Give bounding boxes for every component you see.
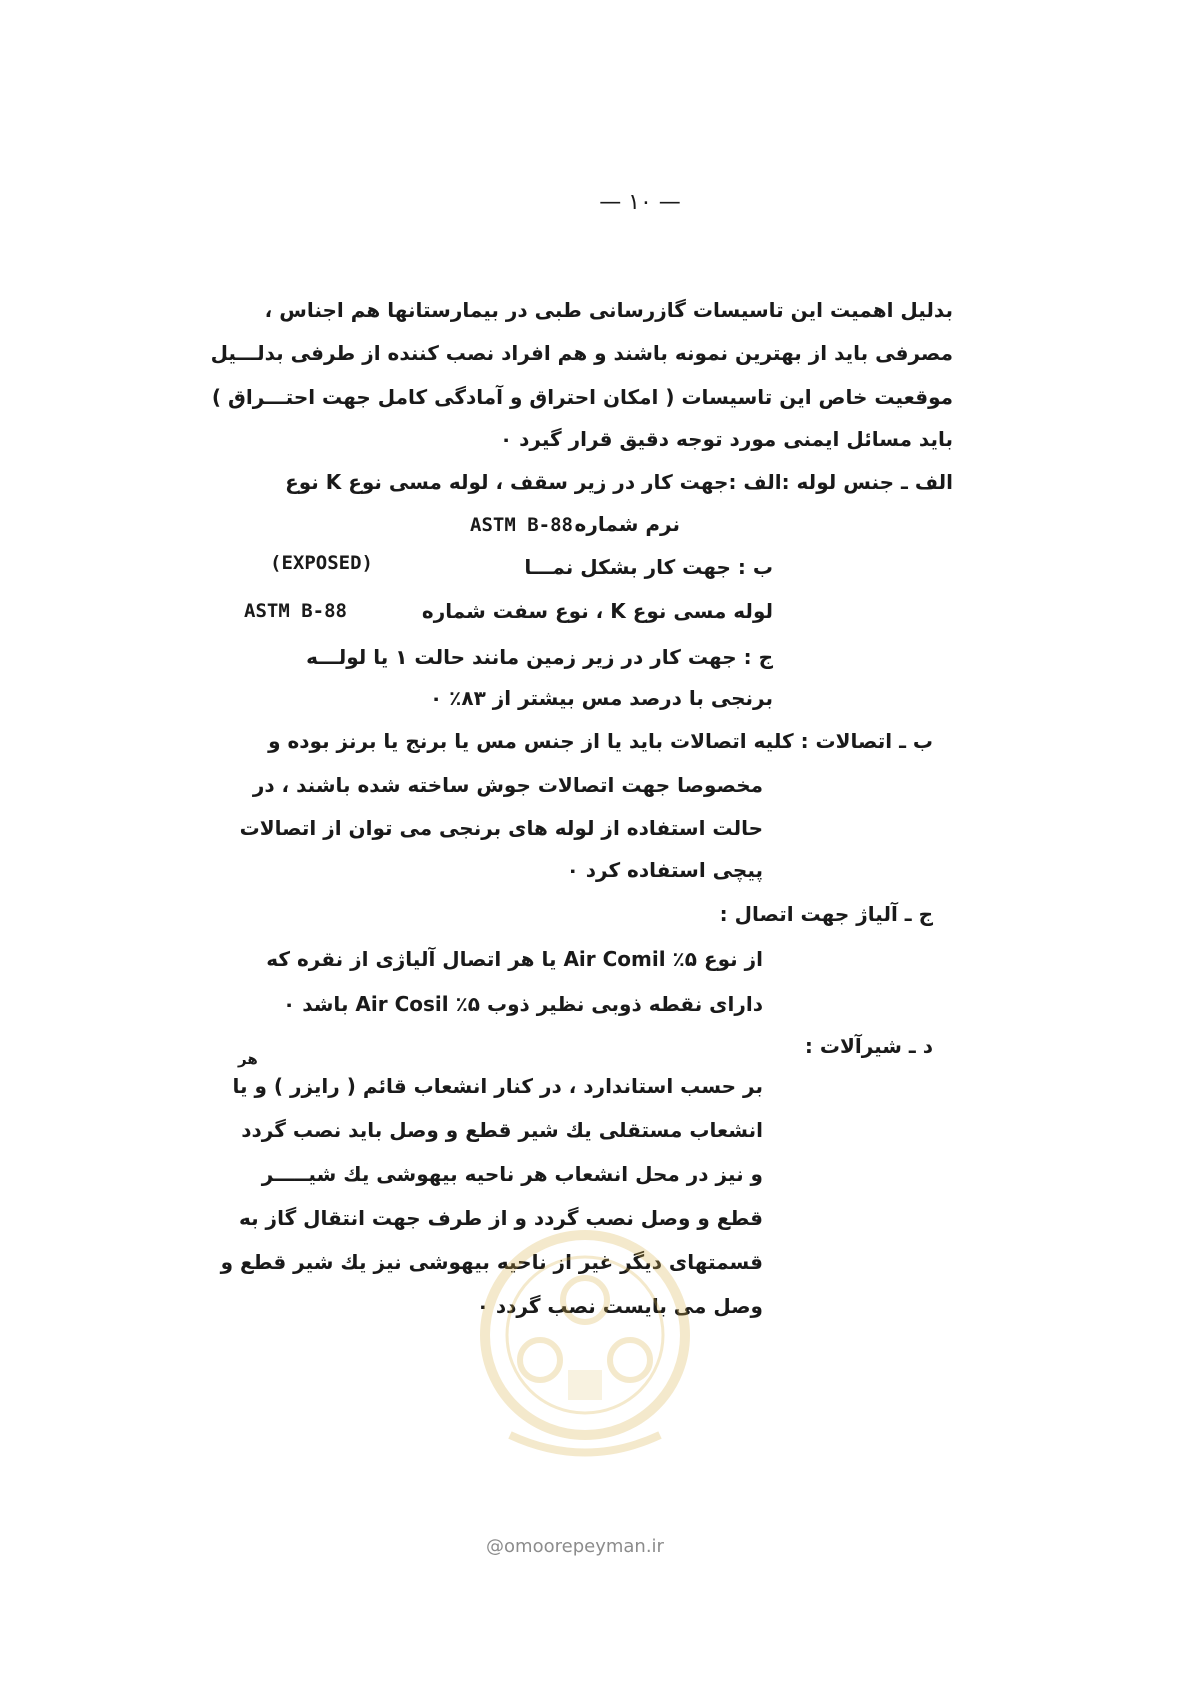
alef-b-label: ب : جهت کار بشکل نمـــا — [524, 555, 773, 579]
alef-norm-label: نرم شماره‌ — [574, 512, 680, 536]
page-number: — ۱۰ — — [599, 190, 681, 215]
dal-valves-line-2: انشعاب مستقلی یك شیر قطع و وصل باید نصب گردد — [241, 1118, 763, 1142]
watermark-logo — [470, 1220, 700, 1480]
dal-valves-line-5: قسمتهای دیگر غیر از ناحیه بیهوشی نیز یك شیر قطع و — [220, 1250, 763, 1274]
alef-pipe-material-line: الف ـ جنس لوله :الف :جهت کار در زیر سقف ، لوله مسی نوع K نوع — [285, 470, 953, 494]
watermark-text: @omoorepeyman.ir — [486, 1536, 664, 1557]
dal-superscript-note: هر — [238, 1050, 258, 1068]
intro-line-1: بدلیل اهمیت این تاسیسات گازرسانی طبی در بیمارستانها هم اجناس ، — [264, 298, 953, 322]
intro-line-3: موقعیت خاص این تاسیسات ( امکان احتراق و آمادگی کامل جهت احتـــراق ) — [211, 385, 953, 409]
dal-valves-line-1: بر حسب استاندارد ، در کنار انشعاب قائم ( رایزر ) و یا — [232, 1074, 763, 1098]
intro-line-2: مصرفی باید از بهترین نمونه باشند و هم افراد نصب کننده از طرفی بدلـــیل — [210, 341, 953, 365]
be-fittings-line-1: ب ـ اتصالات : کلیه اتصالات باید یا از جنس مس یا برنج یا برنز بوده و — [268, 729, 933, 753]
alef-norm-code: ASTM B-88 — [470, 514, 573, 536]
alef-b-detail-code: ASTM B-88 — [244, 600, 347, 622]
be-fittings-line-2: مخصوصا‌ جهت اتصالات جوش ساخته شده باشند ، در — [252, 773, 763, 797]
dal-valves-line-4: قطع و وصل نصب گردد و از طرف جهت انتقال گاز به — [238, 1206, 763, 1230]
intro-line-4: باید مسائل ایمنی مورد توجه دقیق قرار گیرد ۰ — [499, 427, 953, 451]
be-fittings-line-3: حالت استفاده از لوله های برنجی می توان از اتصالات — [239, 816, 763, 840]
jim-alloy-line-1: از نوع ۵٪ Air Comil یا هر اتصال آلیاژی از نقره که — [266, 947, 763, 971]
alef-j-detail: برنجی با درصد مس بیشتر از ۸۳٪ ۰ — [429, 686, 773, 710]
alef-b-detail: لوله‌ مسی نوع K ، نوع سفت شماره — [421, 599, 773, 623]
jim-heading: ج ـ آلیاژ جهت اتصال : — [719, 902, 933, 926]
jim-alloy-line-2: دارای نقطه‌ ذوبی نظیر ذوب ۵٪ Air Cosil باشد ۰ — [283, 992, 763, 1016]
dal-valves-line-6: وصل می بایست نصب گردد ۰ — [476, 1294, 763, 1318]
alef-j-label: ج : جهت کار در زیر زمین مانند حالت ۱ یا لولـــه‌ — [306, 645, 773, 669]
dal-heading: د ـ شیرآلات : — [804, 1034, 933, 1058]
be-fittings-line-4: پیچی استفاده کرد ۰ — [566, 858, 763, 882]
dal-valves-line-3: و نیز در محل انشعاب هر ناحیه‌ بیهوشی یك شیـــــر — [261, 1162, 763, 1186]
alef-b-code: (EXPOSED) — [270, 552, 373, 574]
